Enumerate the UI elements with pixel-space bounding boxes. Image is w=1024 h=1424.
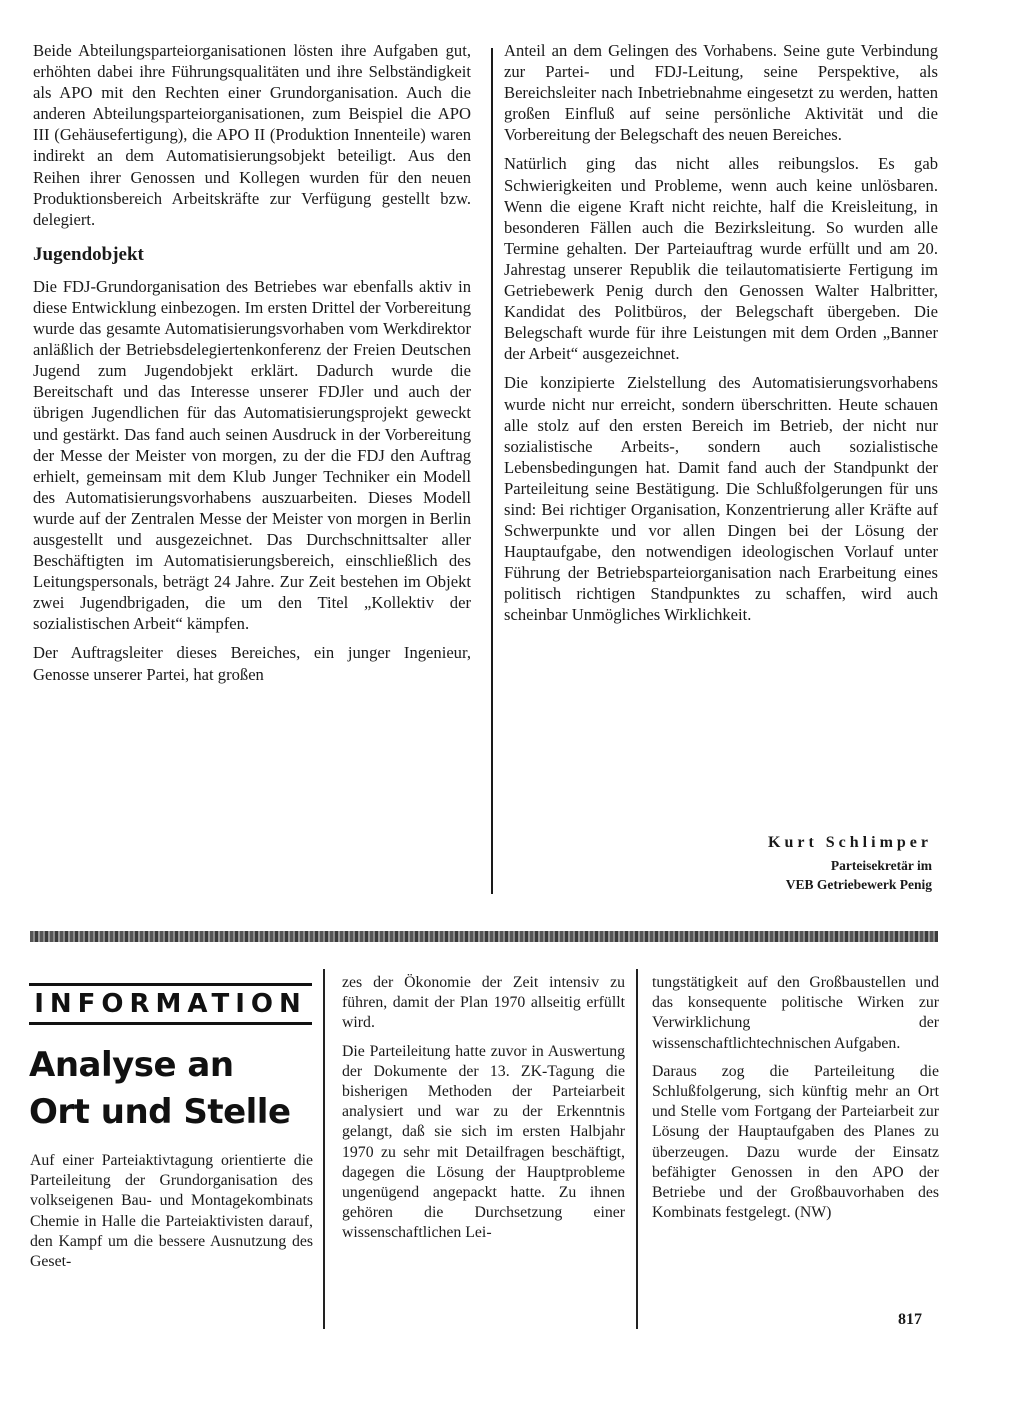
paragraph: Die konzipierte Zielstellung des Automatisierungsvorhabens wurde nicht nur erreicht, sondern überschritten. Heute schauen alle stolz auf den ersten Bereich im Betrieb, der nicht nur sozialistische Arbeits-, sondern auch sozialistische Lebensbedingungen hat. Damit fand auch der Standpunkt der Parteileitung seine Bestätigung. Die Schlußfolgerungen für uns sind: Bei richtiger Organisation, Konzentrierung aller Kräfte auf Schwerpunkte und vor allen Dingen bei der Lösung der Hauptaufgabe, den notwendigen ideologischen Vorlauf unter Führung der Betriebsparteiorganisation nach Erarbeitung eines politisch richtigen Standpunktes zu schaffen, wird auch scheinbar Unmögliches Wirklichkeit. (504, 373, 938, 625)
information-label: INFORMATION (29, 983, 312, 1025)
author-role: Parteisekretär im (830, 858, 932, 873)
page-number: 817 (898, 1311, 922, 1328)
separator-band (30, 931, 938, 942)
paragraph: Der Auftragsleiter dieses Bereiches, ein junger Ingenieur, Genosse unserer Partei, hat großen (33, 643, 471, 684)
article-title (29, 1042, 319, 1136)
author-organization: VEB Getriebewerk Penig (785, 877, 932, 892)
left-column (33, 40, 471, 685)
signature-block (768, 834, 932, 894)
paragraph: Auf einer Parteiaktivtagung orientierte die Parteileitung der Grundorganisation des volkseigenen Bau- und Montagekombinats Chemie in Halle die Parteiaktivisten darauf, den Kampf um die bessere Ausnutzung des Geset- (30, 1152, 313, 1271)
paragraph: Die FDJ-Grundorganisation des Betriebes war ebenfalls aktiv in diese Entwicklung einbezogen. Im ersten Drittel der Vorbereitung wurde das gesamte Automatisierungsvorhaben vom Werkdirektor anläßlich der Betriebsdelegiertenkonferenz der Freien Deutschen Jugend zum Jugendobjekt erklärt. Dadurch wurde die Bereitschaft und das Interesse unserer FDJler und auch der übrigen Jugendlichen für das Automatisierungsprojekt geweckt und gestärkt. Das fand auch seinen Ausdruck in der Vorbereitung der Messe der Meister von morgen, zu der die FDJ den Auftrag erhielt, gemeinsam mit dem Klub Junger Techniker ein Modell des Automatisierungsvorhabens auszuarbeiten. Dieses Modell wurde auf der Zentralen Messe der Meister von morgen in Berlin ausgestellt und ausgezeichnet. Das Durchschnittsalter aller Beschäftigten im Automatisierungsbereich, einschließlich des Leitungspersonals, beträgt 24 Jahre. Zur Zeit bestehen im Objekt zwei Jugendbrigaden, die um den Titel „Kollektiv der sozialistischen Arbeit“ kämpfen. (33, 276, 471, 634)
info-column-1 (30, 1151, 313, 1272)
title-line: Ort und Stelle (29, 1092, 291, 1132)
info-column-3 (652, 973, 939, 1223)
column-divider (491, 48, 493, 894)
right-column (504, 40, 938, 626)
column-divider (323, 969, 325, 1329)
paragraph: tungstätigkeit auf den Großbaustellen und das konsequente politische Wirken zur Verwirklichung der wissenschaftlichtechnischen Aufgaben. (652, 974, 939, 1052)
paragraph: Die Parteileitung hatte zuvor in Auswertung der Dokumente der 13. ZK-Tagung die bisherigen Methoden der Parteiarbeit analysiert und war zu der Erkenntnis gelangt, daß sie sich im ersten Halbjahr 1970 zu sehr mit Detailfragen beschäftigt, dagegen die Lösung der Hauptprobleme ungenügend angepackt hatte. Zu ihnen gehören die Durchsetzung einer wissenschaftlichen Lei- (342, 1042, 625, 1242)
paragraph: zes der Ökonomie der Zeit intensiv zu führen, damit der Plan 1970 allseitig erfüllt wird. (342, 974, 625, 1032)
column-divider (636, 969, 638, 1329)
paragraph: Anteil an dem Gelingen des Vorhabens. Seine gute Verbindung zur Partei- und FDJ-Leitung, seine Perspektive, als Bereichsleiter nach Inbetriebnahme eingesetzt zu werden, hatten großen Einfluß auf seine persönliche Aktivität und die Vorbereitung der Belegschaft des neuen Bereiches. (504, 41, 938, 145)
paragraph: Daraus zog die Parteileitung die Schlußfolgerung, sich künftig mehr an Ort und Stelle vom Fortgang der Parteiarbeit zur Lösung der Hauptaufgaben des Planes zu überzeugen. Dazu wurde der Einsatz befähigter Genossen in den APO der Betriebe und der Großbauvorhaben des Kombinats festgelegt. (NW) (652, 1062, 939, 1222)
paragraph: Natürlich ging das nicht alles reibungslos. Es gab Schwierigkeiten und Probleme, wenn auch keine unlösbaren. Wenn die eigene Kraft nicht reichte, half die Kreisleitung, in besonderen Fällen auch die Bezirksleitung. So wurden alle Termine gehalten. Der Parteiauftrag wurde erfüllt und am 20. Jahrestag unserer Republik die teilautomatisierte Fertigung im Getriebewerk Penig durch den Genossen Walter Halbritter, Kandidat des Politbüros, der Belegschaft übergeben. Die Belegschaft wurde für ihre Leistungen mit dem Orden „Banner der Arbeit“ ausgezeichnet. (504, 154, 938, 364)
title-line: Analyse an (29, 1045, 234, 1085)
author-name: Kurt Schlimper (768, 834, 932, 851)
paragraph: Beide Abteilungsparteiorganisationen lösten ihre Aufgaben gut, erhöhten dabei ihre Führungsqualitäten und ihre Selbständigkeit als APO mit den Rechten einer Grundorganisation. Auch die anderen Abteilungsparteiorganisationen, zum Beispiel die APO III (Gehäusefertigung), die APO II (Produktion Innenteile) waren indirekt an dem Automatisierungsobjekt beteiligt. Aus den Reihen ihrer Genossen und Kollegen wurden für den neuen Produktionsbereich Arbeitskräfte zur Verfügung gestellt bzw. delegiert. (33, 41, 471, 229)
info-column-2 (342, 973, 625, 1244)
section-heading: Jugendobjekt (33, 243, 144, 265)
